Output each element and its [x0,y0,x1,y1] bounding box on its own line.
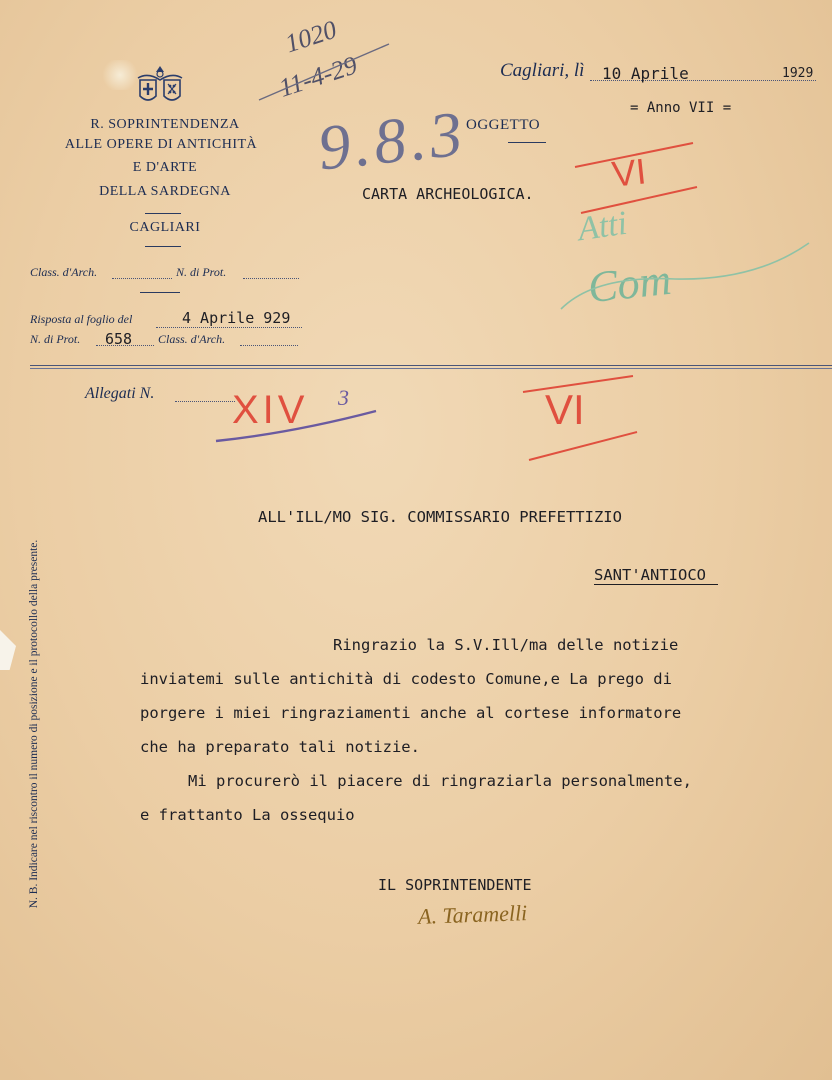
addressee-place: SANT'ANTIOCO [594,566,706,584]
place-underline [594,584,718,585]
office-line-3: E D'ARTE [132,160,198,175]
reply-field [156,327,302,328]
reply-prot-label: N. di Prot. [30,332,81,346]
section-separator [30,365,832,366]
oggetto-underline [508,142,546,143]
office-line-1: R. SOPRINTENDENZA [90,117,240,132]
anno-text: = Anno VII = [630,100,732,116]
body-line-2: inviatemi sulle antichità di codesto Comune,e La prego di [140,670,672,688]
red-roman-vi-lower: VI [545,386,585,433]
oggetto-label: OGGETTO [466,117,541,133]
purple-number-3: 3 [338,385,349,410]
allegati-field [175,401,235,402]
margin-note: N. B. Indicare nel riscontro il numero di posizione e il protocollo della presente. [28,539,40,909]
green-note-atti: Atti [575,204,630,249]
green-pencil-stroke [555,235,815,325]
signature: A. Taramelli [417,900,528,929]
reply-label: Risposta al foglio del [30,312,133,326]
body-line-1: Ringrazio la S.V.Ill/ma delle notizie [333,636,679,654]
red-roman-xiv: XIV [232,388,309,432]
header-divider [145,246,181,247]
body-line-5: Mi procurerò il piacere di ringraziarla personalmente, [188,772,692,790]
office-city: CAGLIARI [129,220,201,235]
reply-date: 4 Aprile 929 [182,309,291,327]
office-line-2: ALLE OPERE DI ANTICHITÀ [64,137,258,152]
signatory-title: IL SOPRINTENDENTE [378,876,532,894]
pencil-stroke [255,40,395,110]
class-field [112,278,172,279]
pencil-number-1020: 1020 [281,14,341,59]
reply-class-field [240,345,298,346]
pencil-date: 11-4-29 [275,50,361,103]
reply-prot-value: 658 [105,330,133,348]
prot-label: N. di Prot. [176,265,227,279]
office-line-4: DELLA SARDEGNA [99,184,231,199]
addressee: ALL'ILL/MO SIG. COMMISSARIO PREFETTIZIO [258,508,622,526]
paper-tear [0,630,16,670]
coat-of-arms-icon [130,64,190,106]
header-divider [140,292,180,293]
date-year: 1929 [782,66,814,81]
red-roman-vi-top: VI [609,150,649,195]
place-date-label: Cagliari, lì [500,60,585,81]
header-divider [145,213,181,214]
prot-field [243,278,299,279]
pencil-reference-983: 9.8.3 [314,97,470,184]
purple-strike [212,405,382,445]
body-line-3: porgere i miei ringraziamenti anche al cortese informatore [140,704,682,722]
date-value: 10 Aprile [602,64,689,83]
section-separator [30,368,832,369]
class-label: Class. d'Arch. [30,265,98,279]
oggetto-value: CARTA ARCHEOLOGICA. [362,185,534,203]
reply-class-label: Class. d'Arch. [158,332,226,346]
green-note-com: Com [585,254,674,313]
body-line-6: e frattanto La ossequio [140,806,355,824]
body-line-4: che ha preparato tali notizie. [140,738,420,756]
allegati-label: Allegati N. [85,385,155,402]
